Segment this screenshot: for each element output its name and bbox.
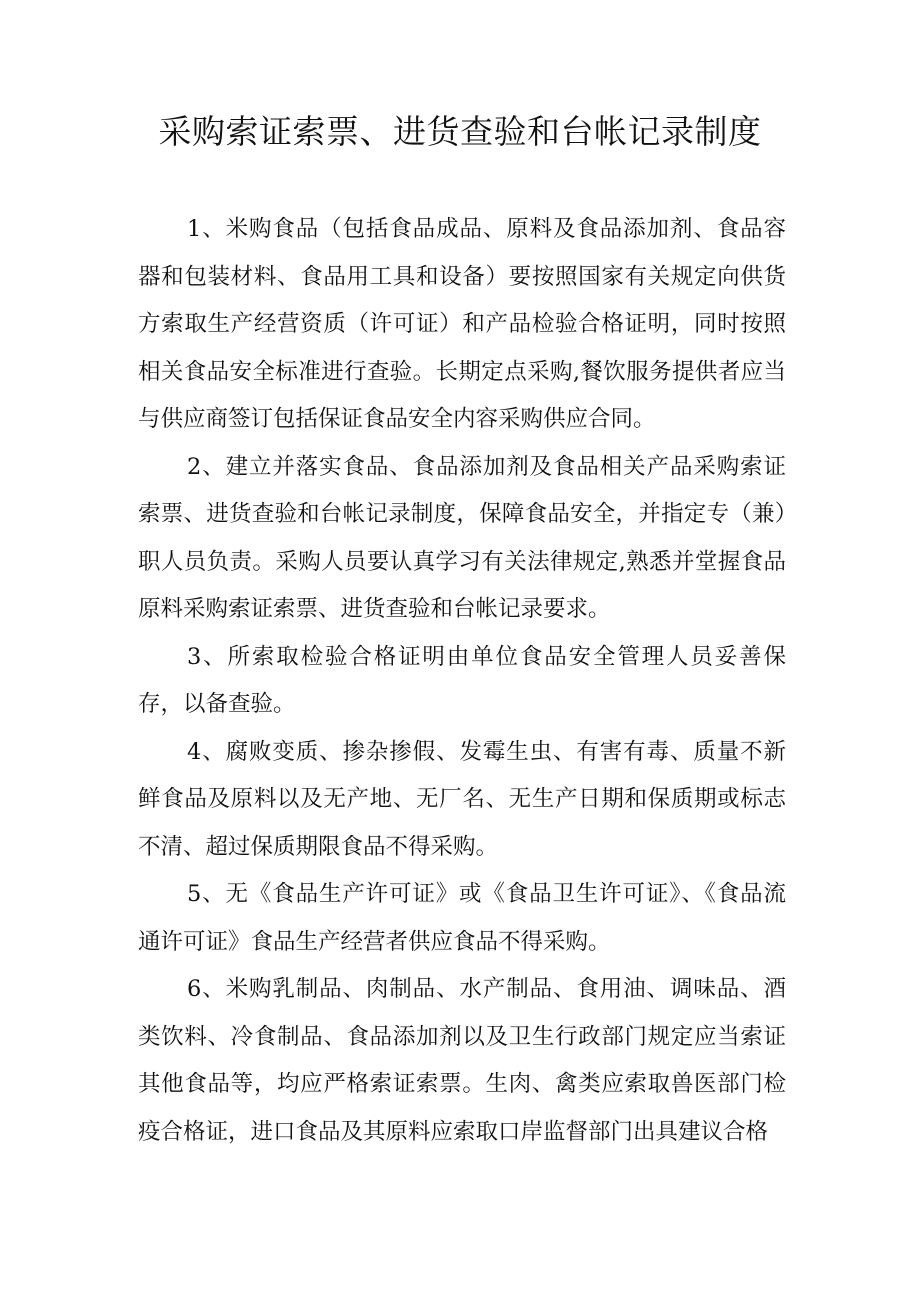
- paragraph-2: 2、建立并落实食品、食品添加剂及食品相关产品采购索证索票、进货查验和台帐记录制度，保障食品安全，并指定专（兼）职人员负责。采购人员要认真学习有关法律规定,熟悉并堂握食品原料采购索证索票、进货查验和台帐记录要求。: [138, 453, 786, 622]
- paragraph-5: 5、无《食品生产许可证》或《食品卫生许可证》、《食品流通许可证》食品生产经营者供应食品不得采购。: [138, 881, 786, 955]
- paragraph-1: 1、米购食品（包括食品成品、原料及食品添加剂、食品容器和包装材料、食品用工具和设备）要按照国家有关规定向供货方索取生产经营资质（许可证）和产品检验合格证明，同时按照相关食品安全标准进行查验。长期定点采购,餐饮服务提供者应当与供应商签订包括保证食品安全内容采购供应合同。: [138, 216, 786, 432]
- paragraph-6: 6、米购乳制品、肉制品、水产制品、食用油、调味品、酒类饮料、冷食制品、食品添加剂以及卫生行政部门规定应当索证其他食品等，均应严格索证索票。生肉、禽类应索取兽医部门检疫合格证，进口食品及其原料应索取口岸监督部门出具建议合格: [138, 976, 786, 1145]
- paragraph-3: 3、所索取检验合格证明由单位食品安全管理人员妥善保存，以备查验。: [138, 643, 786, 717]
- paragraph-4: 4、腐败变质、掺杂掺假、发霉生虫、有害有毒、质量不新鲜食品及原料以及无产地、无厂名、无生产日期和保质期或标志不清、超过保质期限食品不得采购。: [138, 738, 786, 860]
- document-title: 采购索证索票、进货查验和台帐记录制度: [158, 112, 762, 151]
- document-body: [138, 206, 786, 1156]
